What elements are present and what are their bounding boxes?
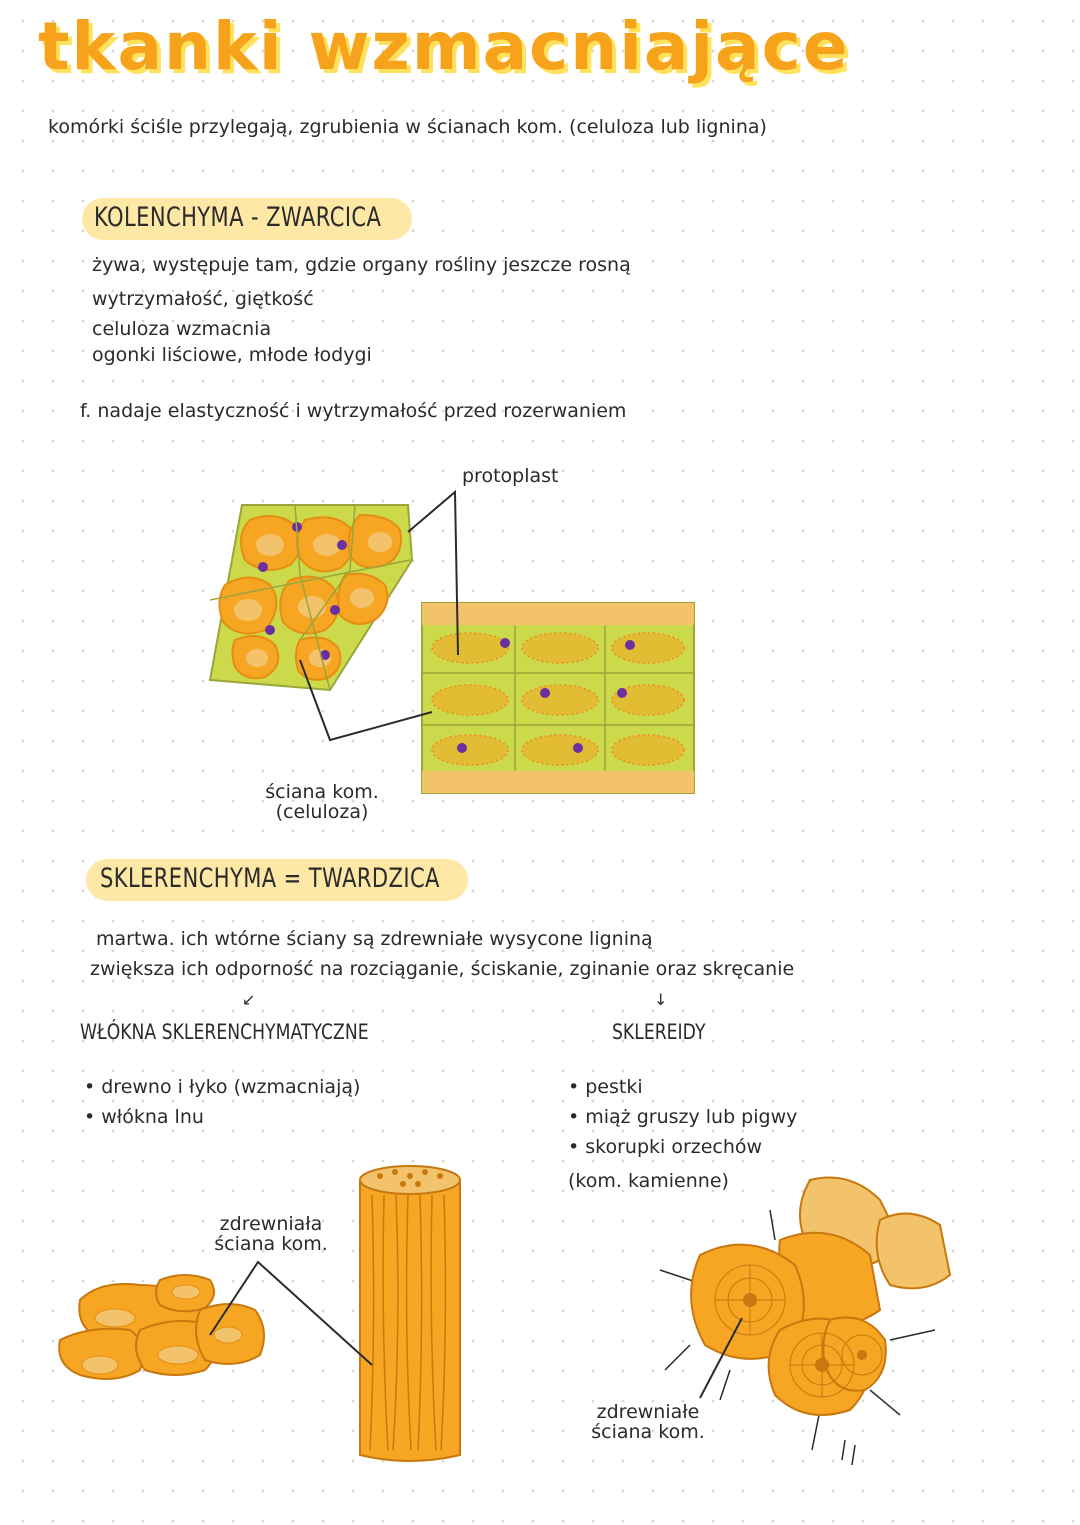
intro-text: komórki ściśle przylegają, zgrubienia w ścianach kom. (celuloza lub lignina) — [48, 116, 767, 138]
label-protoplast: protoplast — [462, 465, 559, 487]
sclereids-item-1: • pestki — [568, 1076, 643, 1098]
label-lignified-wall-sclereids-2: ściana kom. — [591, 1421, 705, 1443]
label-lignified-wall-fibers-1: zdrewniała — [219, 1213, 323, 1235]
label-lignified-wall-fibers — [196, 1214, 346, 1254]
fibers-item-1-text: drewno i łyko (wzmacniają) — [101, 1076, 361, 1098]
fibers-item-1: • drewno i łyko (wzmacniają) — [84, 1076, 361, 1098]
sklerenchyma-heading: SKLERENCHYMA = TWARDZICA — [100, 863, 440, 894]
fibers-heading: WŁÓKNA SKLERENCHYMATYCZNE — [80, 1020, 369, 1044]
arrow-down-icon: ↓ — [654, 990, 668, 1009]
sklerenchyma-line-1: martwa. ich wtórne ściany są zdrewniałe wysycone ligniną — [96, 928, 653, 950]
sclereids-item-2-text: miąż gruszy lub pigwy — [585, 1106, 798, 1128]
kolenchyma-heading: KOLENCHYMA - ZWARCICA — [94, 202, 382, 233]
sclereids-item-1-text: pestki — [585, 1076, 643, 1098]
sklerenchyma-line-2: zwiększa ich odporność na rozciąganie, ściskanie, zginanie oraz skręcanie — [90, 958, 795, 980]
kolenchyma-line-1: żywa, występuje tam, gdzie organy rośliny jeszcze rosną — [92, 254, 631, 276]
kolenchyma-line-2: wytrzymałość, giętkość — [92, 288, 314, 310]
fibers-item-2-text: włókna lnu — [101, 1106, 204, 1128]
label-lignified-wall-fibers-2: ściana kom. — [214, 1233, 328, 1255]
kolenchyma-line-3: celuloza wzmacnia — [92, 318, 272, 340]
sclereids-heading: SKLEREIDY — [612, 1020, 706, 1044]
page-title: tkanki wzmacniające — [38, 8, 850, 85]
label-lignified-wall-sclereids — [578, 1402, 718, 1442]
sclereids-item-3: • skorupki orzechów — [568, 1136, 763, 1158]
sclereids-item-3-text: skorupki orzechów — [585, 1136, 763, 1158]
sclereids-note: (kom. kamienne) — [568, 1170, 729, 1192]
label-lignified-wall-sclereids-1: zdrewniałe — [596, 1401, 700, 1423]
fibers-item-2: • włókna lnu — [84, 1106, 204, 1128]
fiber-bundle — [360, 1166, 460, 1461]
kolenchyma-function: f. nadaje elastyczność i wytrzymałość przed rozerwaniem — [80, 400, 627, 422]
sclereids-item-2: • miąż gruszy lub pigwy — [568, 1106, 798, 1128]
label-wall-collenchyma-1: ściana kom. — [265, 781, 379, 803]
arrow-down-left-icon: ↙ — [242, 990, 256, 1009]
kolenchyma-line-4: ogonki liściowe, młode łodygi — [92, 344, 372, 366]
label-wall-collenchyma-2: (celuloza) — [275, 801, 369, 823]
